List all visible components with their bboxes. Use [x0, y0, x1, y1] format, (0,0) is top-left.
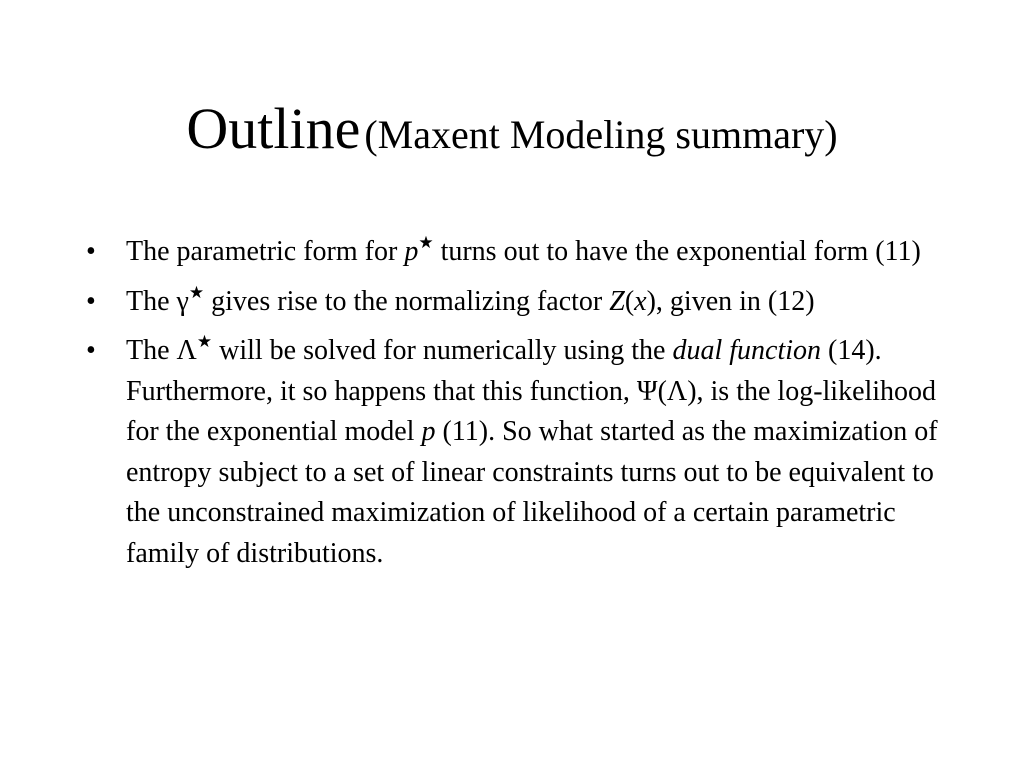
bullet-2-variable-z: Z	[609, 285, 625, 317]
bullet-item-3	[86, 331, 946, 574]
bullet-3-term-dual-function: dual function	[672, 335, 821, 366]
bullet-3-variable-p: p	[421, 416, 436, 447]
bullet-3-text-b: (14). Furthermore, it so happens that this function, Ψ(Λ), is the log-likelihood for the exponential model	[126, 335, 937, 447]
bullet-3-text-a: will be solved for numerically using the	[212, 335, 673, 366]
bullet-1-text-end: turns out to have the exponential form (11)	[433, 236, 921, 267]
bullet-2-text-middle: gives rise to the normalizing factor	[204, 285, 610, 317]
bullet-1-text-start: The parametric form for	[126, 236, 405, 267]
bullet-item-1	[86, 232, 946, 273]
bullet-marker: •	[86, 335, 96, 366]
title-main: Outline	[186, 96, 361, 161]
slide-title	[0, 96, 1024, 161]
bullet-item-2	[86, 282, 946, 323]
star-icon: ★	[418, 233, 434, 253]
bullet-2-variable-x: x	[634, 285, 647, 317]
title-subtitle: (Maxent Modeling summary)	[364, 112, 838, 157]
bullet-2-paren-open: (	[624, 285, 635, 317]
bullet-2-symbol-gamma: γ	[176, 285, 189, 317]
bullet-3-symbol-lambda: Λ	[176, 335, 197, 366]
star-icon: ★	[196, 332, 213, 352]
bullet-list	[86, 232, 946, 583]
bullet-2-text-end: ), given in (12)	[646, 285, 815, 317]
bullet-marker: •	[86, 236, 96, 267]
bullet-2-text-start: The	[126, 285, 177, 317]
star-icon: ★	[188, 282, 205, 303]
bullet-3-text-start: The	[126, 335, 177, 366]
bullet-3-text-c: (11). So what started as the maximization of entropy subject to a set of linear constraints turns out to be equivalent to the unconstrained maximization of likelihood of a certain parametric family of distributions.	[126, 416, 938, 569]
bullet-marker: •	[86, 285, 96, 317]
bullet-1-variable-p: p	[404, 236, 419, 267]
